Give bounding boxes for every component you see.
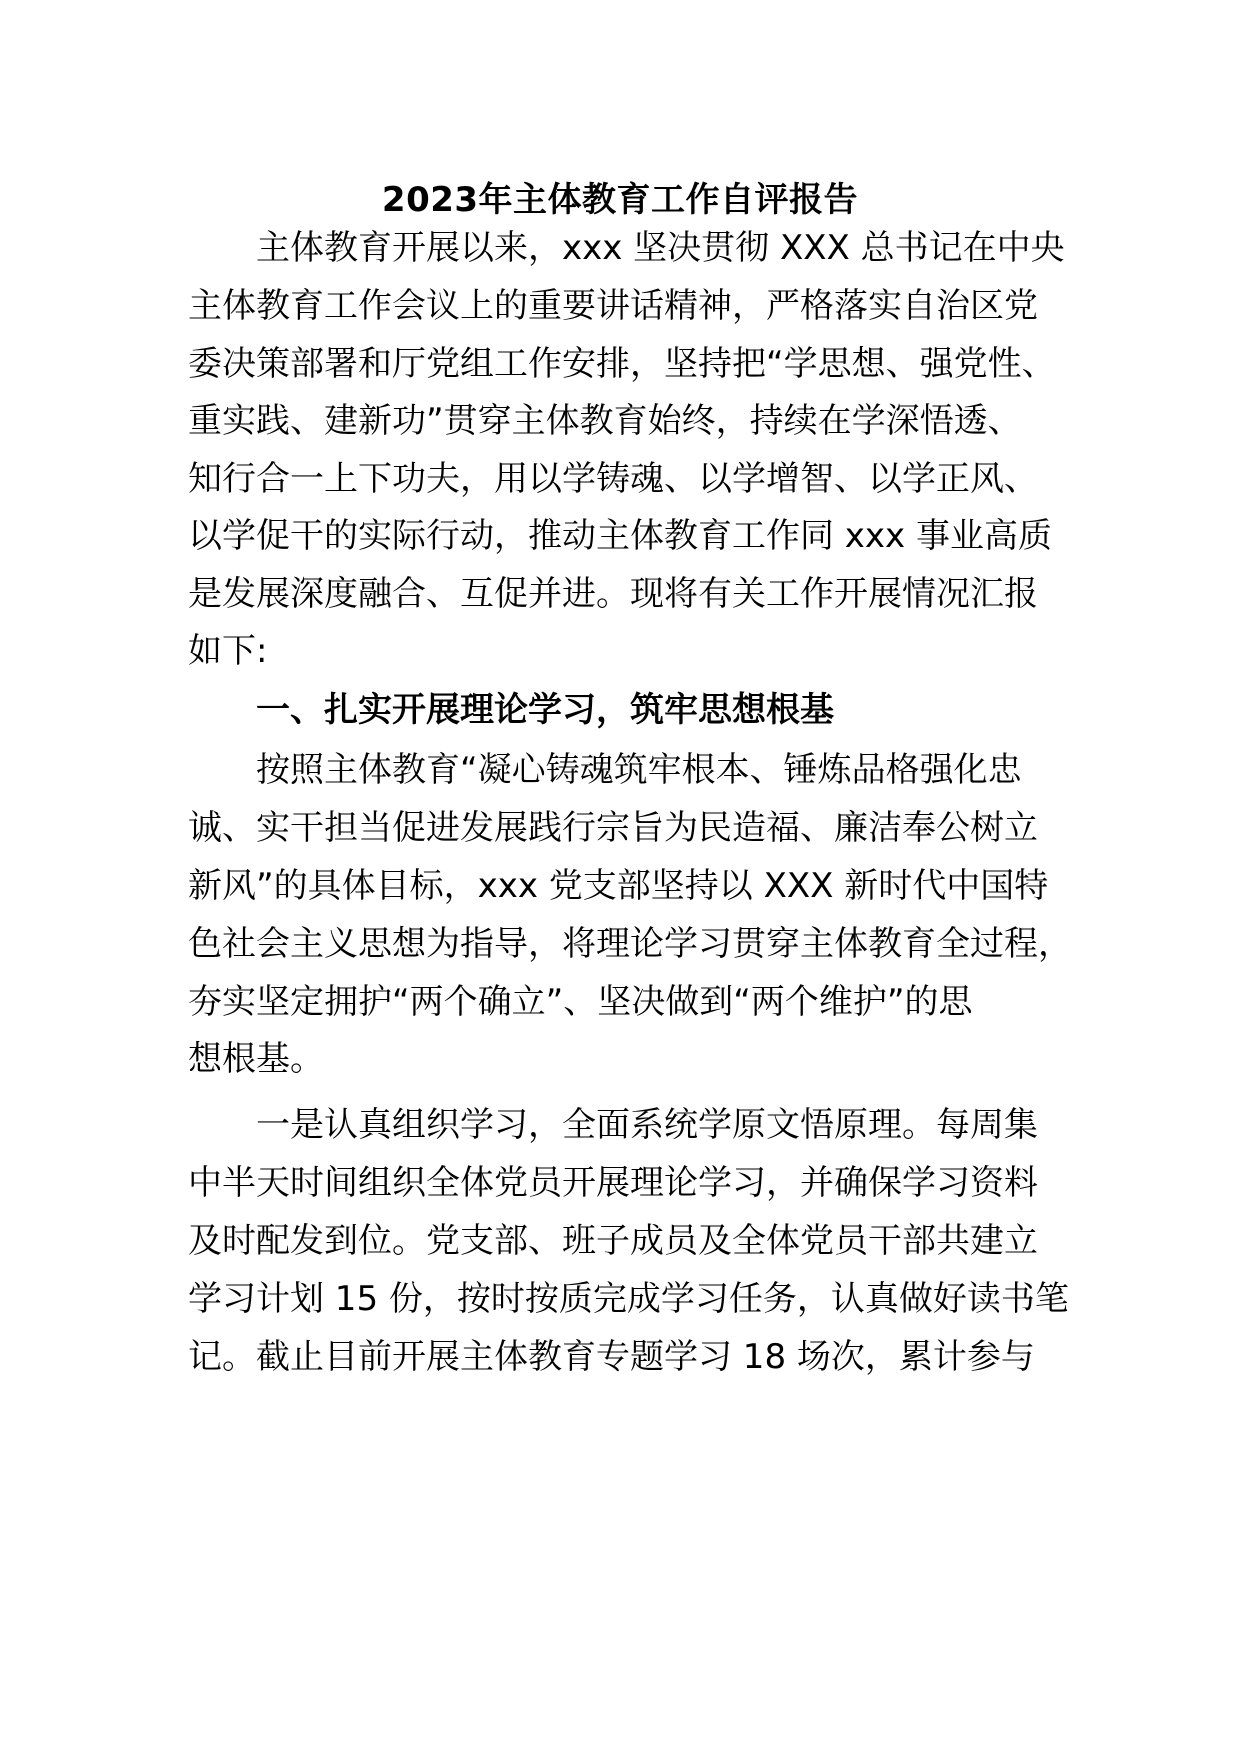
paragraph-2-line-5: 夯实坚定拥护“两个确立”、坚决做到“两个维护”的思	[188, 982, 973, 1022]
paragraph-3-line-3: 及时配发到位。党支部、班子成员及全体党员干部共建立	[188, 1221, 1038, 1261]
paragraph-3-line-4: 学习计划 15 份，按时按质完成学习任务，认真做好读书笔	[188, 1279, 1069, 1319]
paragraph-2-line-6: 想根基。	[188, 1039, 324, 1079]
paragraph-1-line-2: 主体教育工作会议上的重要讲话精神，严格落实自治区党	[188, 286, 1038, 326]
paragraph-1-line-7: 是发展深度融合、互促并进。现将有关工作开展情况汇报	[188, 574, 1038, 614]
paragraph-1-line-3: 委决策部署和厅党组工作安排，坚持把“学思想、强党性、	[188, 344, 1056, 384]
section-1-heading: 一、扎实开展理论学习，筑牢思想根基	[256, 690, 834, 730]
paragraph-2-line-4: 色社会主义思想为指导，将理论学习贯穿主体教育全过程，	[188, 924, 1072, 964]
paragraph-3-line-5: 记。截止目前开展主体教育专题学习 18 场次，累计参与	[188, 1337, 1035, 1377]
paragraph-1-line-8: 如下:	[188, 631, 268, 671]
paragraph-1-line-1: 主体教育开展以来，xxx 坚决贯彻 XXX 总书记在中央	[256, 228, 1065, 268]
paragraph-1-line-6: 以学促干的实际行动，推动主体教育工作同 xxx 事业高质	[188, 516, 1052, 556]
paragraph-1-line-5: 知行合一上下功夫，用以学铸魂、以学增智、以学正风、	[188, 459, 1038, 499]
paragraph-2-line-1: 按照主体教育“凝心铸魂筑牢根本、锤炼品格强化忠	[256, 750, 1022, 790]
paragraph-2-line-3: 新风”的具体目标，xxx 党支部坚持以 XXX 新时代中国特	[188, 866, 1049, 906]
document-title: 2023年主体教育工作自评报告	[381, 180, 859, 220]
paragraph-3-line-2: 中半天时间组织全体党员开展理论学习，并确保学习资料	[188, 1163, 1038, 1203]
paragraph-1-line-4: 重实践、建新功”贯穿主体教育始终，持续在学深悟透、	[188, 401, 1022, 441]
paragraph-3-line-1: 一是认真组织学习，全面系统学原文悟原理。每周集	[256, 1105, 1038, 1145]
paragraph-2-line-2: 诚、实干担当促进发展践行宗旨为民造福、廉洁奉公树立	[188, 808, 1038, 848]
